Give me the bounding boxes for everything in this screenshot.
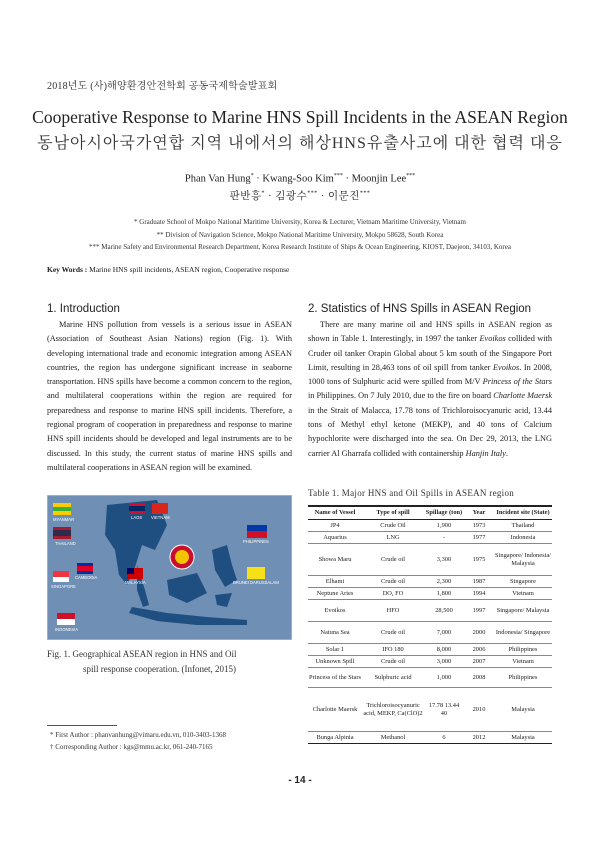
col-header-year: Year <box>464 506 494 520</box>
authors-english <box>0 173 600 185</box>
table-row <box>308 668 552 688</box>
author-2-ko: 김광수 <box>275 191 308 202</box>
stats-text-2: collided with Cruder oil tanker Orapin Global about 5 km south of the Singapore Port Limit, resulting in 28,463 tons of oil spill from tanker <box>308 334 552 372</box>
table-cell: Malaysia <box>494 688 552 732</box>
table-cell: Philippines <box>494 644 552 656</box>
table-cell: Vietnam <box>494 656 552 668</box>
table-cell: Princess of the Stars <box>308 668 362 688</box>
author-1-ko-mark: * <box>261 190 266 197</box>
table-cell: JP4 <box>308 520 362 532</box>
affiliation-2: ** Division of Navigation Science, Mokpo National Maritime University, Mokpo 58628, South Korea <box>156 231 444 239</box>
author-2: Kwang-Soo Kim <box>262 173 334 185</box>
author-2-mark: *** <box>333 173 343 179</box>
brunei-flag-icon <box>247 567 265 579</box>
footnote-first-author: * First Author : phanvanhung@vimaru.edu.vn, 010-3403-1368 <box>50 731 226 739</box>
table-cell: Neptune Aries <box>308 588 362 600</box>
table-cell: Bunga Alpinia <box>308 732 362 744</box>
table-cell: 2007 <box>464 656 494 668</box>
author-3-ko: 이문진 <box>327 191 360 202</box>
indonesia-flag-lower <box>57 619 75 625</box>
table-cell: Unknown Spill <box>308 656 362 668</box>
table-cell: 8,000 <box>424 644 464 656</box>
intro-body: Marine HNS pollution from vessels is a serious issue in ASEAN (Association of Southeast Asian Nations) region (Fig. 1). With developing international trade and economic integration among ASEAN countries, the region has undergone significant increase in seaborne transportation. HNS spills have become a common concern to the region, and multilateral cooperations within the region are required for preparedness and response to marine HNS spill incidents. Therefore, a regional program of cooperation in preparedness and response to marine HNS spill incidents should be developed and legal instruments are to be discussed. In this study, the current status of marine HNS spills and multilateral cooperations in ASEAN region will be examined. <box>47 320 292 472</box>
table-row <box>308 732 552 744</box>
footnote-divider <box>47 725 117 726</box>
table-cell: 1987 <box>464 576 494 588</box>
page-number: - 14 - <box>288 775 312 786</box>
table-cell: IFO 180 <box>362 644 424 656</box>
table-row <box>308 576 552 588</box>
affiliation-3: *** Marine Safety and Environmental Research Department, Korea Research Institute of Ships & Ocean Engineering, KIOST, Daejeon, 34103, Korea <box>89 243 511 251</box>
author-separator: · <box>342 173 352 185</box>
table-header-row <box>308 506 552 520</box>
label-vietnam: VIETNAM <box>151 515 170 520</box>
table-cell: Indonesia/ Singapore <box>494 622 552 644</box>
table-row <box>308 622 552 644</box>
table-body <box>308 520 552 744</box>
col-header-spillage: Spillage (ton) <box>424 506 464 520</box>
author-separator: · <box>253 173 263 185</box>
table-cell: 1975 <box>464 544 494 576</box>
figure-caption <box>47 647 292 677</box>
table-cell: Thailand <box>494 520 552 532</box>
laos-flag-stripe <box>129 506 145 511</box>
table-row <box>308 544 552 576</box>
table-cell: 1973 <box>464 520 494 532</box>
cambodia-flag-stripe <box>77 566 93 571</box>
affiliation-1: * Graduate School of Mokpo National Maritime University, Korea & Lecturer, Vietnam Maritime University, Vietnam <box>134 218 466 226</box>
table-cell: 2006 <box>464 644 494 656</box>
table-cell: Crude oil <box>362 544 424 576</box>
col-header-type: Type of spill <box>362 506 424 520</box>
table-cell: Evoikos <box>308 600 362 622</box>
table-cell: Indonesia <box>494 532 552 544</box>
conference-header: 2018년도 (사)해양환경안전학회 공동국제학술발표회 <box>47 81 278 92</box>
asean-map-figure <box>47 495 292 640</box>
table-cell: - <box>424 532 464 544</box>
table-cell: 2012 <box>464 732 494 744</box>
stats-body <box>308 318 552 461</box>
table-row <box>308 600 552 622</box>
table-cell: Showa Maru <box>308 544 362 576</box>
col-header-site: Incident site (State) <box>494 506 552 520</box>
intro-heading: 1. Introduction <box>47 303 120 315</box>
stats-italic-4: Charlotte Maersk <box>493 391 552 401</box>
table-cell: 3,300 <box>424 544 464 576</box>
figure-caption-line-2: spill response cooperation. (Infonet, 2015) <box>83 664 236 674</box>
col-header-vessel: Name of Vessel <box>308 506 362 520</box>
author-separator: · <box>265 191 276 202</box>
title-korean: 동남아시아국가연합 지역 내에서의 해상HNS유출사고에 대한 협력 대응 <box>37 135 563 152</box>
stats-text-4: in Philippines. On 7 July 2010, due to the fire on board <box>308 391 494 401</box>
label-indonesia: INDONESIA <box>55 627 79 632</box>
table-cell: 28,500 <box>424 600 464 622</box>
philippines-flag-stripe <box>247 531 267 538</box>
table-cell: 1994 <box>464 588 494 600</box>
keywords <box>47 265 289 274</box>
table-cell: 2010 <box>464 688 494 732</box>
stats-heading: 2. Statistics of HNS Spills in ASEAN Region <box>308 303 532 315</box>
author-3-mark: *** <box>406 173 416 179</box>
table-cell: Singapore/ Indonesia/ Malaysia <box>494 544 552 576</box>
table-row <box>308 588 552 600</box>
label-myanmar: MYANMAR <box>53 517 75 522</box>
thailand-flag-stripe <box>53 530 71 536</box>
keywords-label: Key Words : <box>47 265 88 274</box>
table-cell: Natuna Sea <box>308 622 362 644</box>
stats-italic-5: Hanjin Italy <box>465 448 506 458</box>
label-thailand: THAILAND <box>55 541 76 546</box>
stats-text-5: in the Strait of Malacca, 17.78 tons of Trichloroisocyanuric acid, 13.44 tons of Methyl ethyl ketone (MEKP), and 40 tons of Calcium hypochlorite were discharged into the sea. On Dec 29, 2013, the LNG carrier Al Gharrafa collided with containership <box>308 405 552 458</box>
authors-korean <box>0 188 600 203</box>
table-cell: Philippines <box>494 668 552 688</box>
label-laos: LAOS <box>131 515 143 520</box>
table-cell: 1997 <box>464 600 494 622</box>
table-row <box>308 656 552 668</box>
table-cell: 2008 <box>464 668 494 688</box>
table-cell: Aquarius <box>308 532 362 544</box>
table-cell: LNG <box>362 532 424 544</box>
table-cell: Charlotte Maersk <box>308 688 362 732</box>
author-1-ko: 판반흥 <box>229 191 262 202</box>
stats-italic-1: Evoikos <box>479 334 506 344</box>
table-cell: 17.78 13.44 40 <box>424 688 464 732</box>
title-english: Cooperative Response to Marine HNS Spill Incidents in the ASEAN Region <box>32 107 568 127</box>
author-separator: · <box>317 191 328 202</box>
table-cell: 1,000 <box>424 668 464 688</box>
singapore-flag-lower <box>53 577 69 582</box>
malaysia-flag-canton <box>127 568 134 574</box>
keywords-text: Marine HNS spill incidents, ASEAN region, Cooperative response <box>87 265 290 274</box>
author-1-mark: * <box>250 173 254 179</box>
table-cell: Crude Oil <box>362 520 424 532</box>
label-singapore: SINGAPORE <box>51 584 76 589</box>
stats-text-6: . <box>505 448 508 458</box>
table-cell: Solar 1 <box>308 644 362 656</box>
table-cell: HFO <box>362 600 424 622</box>
table-caption: Table 1. Major HNS and Oil Spills in ASEAN region <box>308 488 515 498</box>
table-cell: Singapore <box>494 576 552 588</box>
table-cell: 3,000 <box>424 656 464 668</box>
author-3: Moonjin Lee <box>351 173 407 185</box>
table-cell: DO, FO <box>362 588 424 600</box>
author-2-ko-mark: *** <box>307 190 318 197</box>
spills-table <box>308 505 552 744</box>
table-cell: Crude oil <box>362 576 424 588</box>
table-cell: Elhami <box>308 576 362 588</box>
table-cell: Malaysia <box>494 732 552 744</box>
table-cell: 7,000 <box>424 622 464 644</box>
stats-text-1: There are many marine oil and HNS spills in ASEAN region as shown in Table 1. Interestingly, in 1997 the tanker <box>308 320 552 344</box>
table-cell: Crude oil <box>362 656 424 668</box>
label-cambodia: CAMBODIA <box>75 575 98 580</box>
author-1: Phan Van Hung <box>184 173 251 185</box>
label-brunei: BRUNEI DARUSSALAM <box>233 580 279 585</box>
figure-caption-line-1: Fig. 1. Geographical ASEAN region in HNS and Oil <box>47 649 237 659</box>
table-row <box>308 520 552 532</box>
table-cell: 1,800 <box>424 588 464 600</box>
label-malaysia: MALAYSIA <box>125 580 146 585</box>
stats-italic-2: Evoikos <box>492 362 520 372</box>
stats-text-3: . In 2008, 1000 tons of Sulphuric acid were spilled from M/V <box>308 362 552 387</box>
myanmar-flag-stripe <box>53 507 71 511</box>
table-row <box>308 688 552 732</box>
footnote-corresponding-author: † Corresponding Author : kgs@mmu.ac.kr, 061-240-7165 <box>50 743 213 751</box>
vietnam-flag-icon <box>152 503 168 514</box>
stats-italic-3: Princess of the Stars <box>482 377 552 387</box>
table-cell: Sulphuric acid <box>362 668 424 688</box>
table-cell: Singapore/ Malaysia <box>494 600 552 622</box>
table-cell: Vietnam <box>494 588 552 600</box>
table-cell: 2000 <box>464 622 494 644</box>
table-cell: Trichloroisocyanuric acid, MEKP, Ca(ClO)2 <box>362 688 424 732</box>
asean-emblem-center <box>175 550 189 564</box>
table-cell: 1,900 <box>424 520 464 532</box>
table-cell: 6 <box>424 732 464 744</box>
table-row <box>308 644 552 656</box>
author-3-ko-mark: *** <box>359 190 371 197</box>
table-cell: Crude oil <box>362 622 424 644</box>
table-cell: 1977 <box>464 532 494 544</box>
table-cell: Methanol <box>362 732 424 744</box>
table-row <box>308 532 552 544</box>
table-cell: 2,300 <box>424 576 464 588</box>
label-philippines: PHILIPPINES <box>243 539 269 544</box>
